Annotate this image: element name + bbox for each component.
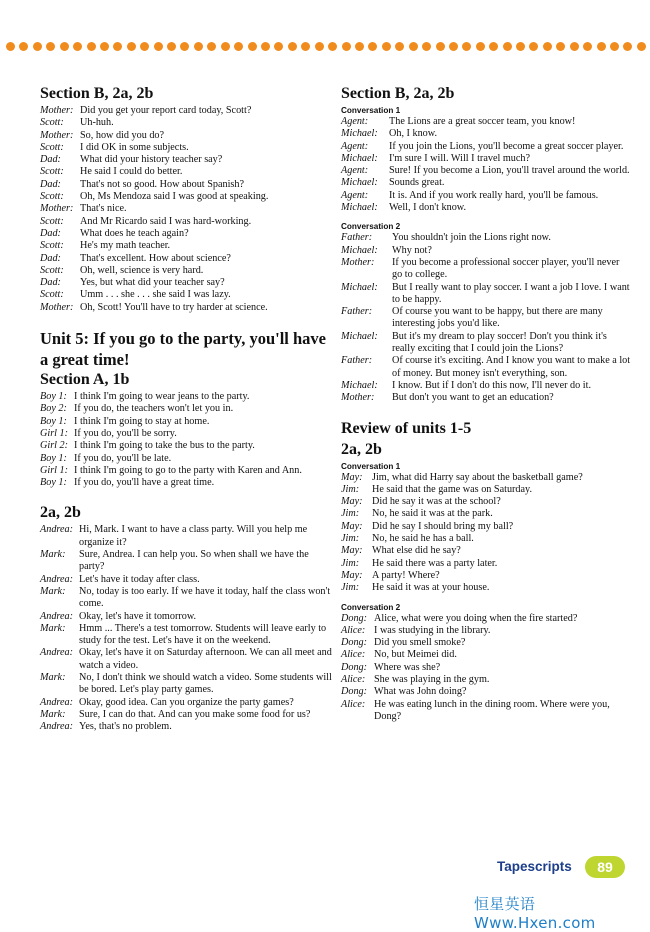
dialogue-text: Oh, Scott! You'll have to try harder at science. [80,301,268,313]
dialogue-text: But I really want to play soccer. I want a job I love. I want to be happy. [392,281,630,305]
speaker-label: Boy 1: [40,415,67,427]
dialogue-list [40,524,332,733]
dialogue-line [341,306,631,331]
speaker-label: Mother: [40,129,74,141]
decorative-dot [462,42,471,51]
decorative-dot [382,42,391,51]
decorative-dot [368,42,377,51]
dialogue-line [341,153,631,165]
speaker-label: Scott: [40,240,64,252]
dialogue-line [40,130,332,142]
speaker-label: Girl 1: [40,427,69,439]
dialogue-line [40,721,332,733]
dialogue-line [341,496,631,508]
dialogue-line [40,672,332,697]
dialogue-line [40,117,332,129]
speaker-label: Father: [341,232,373,244]
dialogue-text: No, he said it was at the park. [372,508,493,520]
speaker-label: Mother: [341,392,375,404]
speaker-label: Father: [341,355,373,367]
dialogue-text: She was playing in the gym. [374,673,490,685]
decorative-dot [100,42,109,51]
dialogue-text: Hi, Mark. I want to have a class party. Will you help me organize it? [79,524,308,548]
speaker-label: Dong: [341,612,368,624]
dialogue-line [341,177,631,189]
conversation-heading: Conversation 1 [341,106,401,115]
dialogue-line [341,331,631,356]
dialogue-line [341,613,631,625]
speaker-label: May: [341,471,363,483]
speaker-label: Dad: [40,154,61,166]
dialogue-line [341,355,631,380]
dialogue-text: He was eating lunch in the dining room. Where were you, Dong? [374,698,610,722]
decorative-dot [637,42,646,51]
conversation-heading: Conversation 2 [341,222,401,232]
dialogue-text: No, but Meimei did. [374,649,457,661]
conversation-heading: Conversation 1 [341,461,401,471]
dialogue-text: So, how did you do? [80,129,165,141]
dialogue-text: What does he teach again? [80,227,189,239]
dialogue-text: A party! Where? [372,569,440,581]
dialogue-line [40,391,332,403]
decorative-dot [436,42,445,51]
speaker-label: Andrea: [40,721,74,733]
dialogue-text: The Lions are a great soccer team, you know! [389,116,576,127]
dialogue-line [40,289,332,301]
decorative-dot [503,42,512,51]
speaker-label: Dad: [40,252,61,264]
dialogue-line [40,216,332,228]
dialogue-line [341,570,631,582]
dialogue-list [341,116,631,214]
dialogue-line [40,440,332,452]
dialogue-text: That's not so good. How about Spanish? [80,178,244,190]
decorative-dot [328,42,337,51]
dialogue-text: No, today is too early. If we have it today, half the class won't come. [79,585,331,610]
speaker-label: Agent: [341,140,369,152]
dialogue-line [341,533,631,545]
dialogue-line [40,142,332,154]
dialogue-line [341,662,631,674]
speaker-label: Jim: [341,508,360,520]
dialogue-line [341,521,631,533]
decorative-dot [60,42,69,51]
dialogue-line [40,105,332,117]
dialogue-text: Of course it's exciting. And I know you want to make a lot of money. But money isn't everything, son. [392,355,631,379]
dialogue-line [341,116,631,128]
speaker-label: Agent: [341,116,369,127]
speaker-label: Andrea: [40,524,74,536]
speaker-label: Mark: [40,585,66,597]
dialogue-line [40,228,332,240]
dialogue-line [341,245,631,257]
section-heading: Section B, 2a, 2b [341,85,455,102]
dialogue-text: He said it was at your house. [372,582,490,594]
decorative-dot [167,42,176,51]
conversation-heading: Conversation 2 [341,602,401,612]
dialogue-text: I know. But if I don't do this now, I'll never do it. [392,379,592,391]
dialogue-line [341,582,631,594]
dialogue-text: He said there was a party later. [372,557,498,569]
decorative-dot-border [6,42,646,54]
dialogue-list [40,391,332,489]
dialogue-list [40,105,332,314]
speaker-label: Jim: [341,557,360,569]
dialogue-text: I was studying in the library. [374,624,491,636]
dialogue-text: Uh-huh. [80,117,114,129]
dialogue-text: Yes, but what did your teacher say? [80,277,225,289]
decorative-dot [449,42,458,51]
decorative-dot [610,42,619,51]
section-heading: Section A, 1b [40,371,130,389]
dialogue-text: Did he say it was at the school? [372,496,501,508]
right-column [341,84,631,723]
section-heading: 2a, 2b [341,440,382,458]
dialogue-text: Yes, that's no problem. [79,721,172,733]
decorative-dot [395,42,404,51]
dialogue-text: Sure! If you become a Lion, you'll travel around the world. [389,165,630,177]
dialogue-line [341,282,631,307]
speaker-label: Dad: [40,178,61,190]
decorative-dot [33,42,42,51]
dialogue-text: Where was she? [374,661,441,673]
speaker-label: Mark: [40,708,66,720]
speaker-label: Andrea: [40,696,74,708]
dialogue-text: Well, I don't know. [389,202,467,214]
dialogue-line [40,179,332,191]
decorative-dot [261,42,270,51]
decorative-dot [529,42,538,51]
decorative-dot [6,42,15,51]
decorative-dot [113,42,122,51]
speaker-label: Michael: [341,244,378,256]
speaker-label: Mother: [40,203,74,215]
speaker-label: Alice: [341,673,366,685]
dialogue-line [341,380,631,392]
speaker-label: May: [341,569,363,581]
speaker-label: Michael: [341,330,378,342]
dialogue-text: Umm . . . she . . . she said I was lazy. [80,289,231,301]
decorative-dot [248,42,257,51]
speaker-label: Andrea: [40,647,74,659]
decorative-dot [597,42,606,51]
speaker-label: Jim: [341,582,360,594]
dialogue-text: It is. And if you work really hard, you'll be famous. [389,189,599,201]
speaker-label: May: [341,545,363,557]
decorative-dot [409,42,418,51]
site-watermark: 恒星英语 Www.Hxen.com [474,895,596,932]
dialogue-text: Sure, I can do that. And can you make some food for us? [79,708,311,720]
dialogue-line [40,302,332,314]
dialogue-text: But don't you want to get an education? [392,392,554,404]
speaker-label: Dong: [341,637,368,649]
dialogue-line [40,465,332,477]
dialogue-text: Oh, I know. [389,128,438,140]
decorative-dot [194,42,203,51]
decorative-dot [583,42,592,51]
dialogue-text: That's excellent. How about science? [80,252,231,264]
dialogue-line [341,392,631,404]
speaker-label: Alice: [341,698,366,710]
speaker-label: Alice: [341,649,366,661]
decorative-dot [315,42,324,51]
decorative-dot [234,42,243,51]
dialogue-text: You shouldn't join the Lions right now. [392,232,551,244]
dialogue-text: If you become a professional soccer player, you'll never go to college. [392,256,620,281]
speaker-label: Mother: [40,105,74,116]
dialogue-text: If you do, you'll be late. [74,452,172,464]
dialogue-text: I think I'm going to go to the party with Karen and Ann. [74,464,302,476]
dialogue-text: I'm sure I will. Will I travel much? [389,152,530,164]
decorative-dot [274,42,283,51]
speaker-label: Scott: [40,289,64,301]
speaker-label: May: [341,496,363,508]
dialogue-list [341,472,631,595]
dialogue-line [40,403,332,415]
speaker-label: Father: [341,306,373,318]
decorative-dot [422,42,431,51]
dialogue-line [341,545,631,557]
dialogue-line [40,477,332,489]
dialogue-list [341,613,631,724]
decorative-dot [556,42,565,51]
decorative-dot [127,42,136,51]
speaker-label: Scott: [40,191,64,203]
speaker-label: Jim: [341,533,360,545]
dialogue-text: Alice, what were you doing when the fire started? [374,612,578,624]
speaker-label: Boy 1: [40,452,67,464]
dialogue-text: Okay, let's have it on Saturday afternoon. We can all meet and watch a video. [79,647,332,671]
decorative-dot [46,42,55,51]
decorative-dot [221,42,230,51]
decorative-dot [623,42,632,51]
dialogue-text: Okay, let's have it tomorrow. [79,610,197,622]
dialogue-line [341,141,631,153]
speaker-label: Michael: [341,202,378,214]
section-heading: Review of units 1-5 [341,419,472,437]
dialogue-text: If you join the Lions, you'll become a great soccer player. [389,140,624,152]
dialogue-line [341,625,631,637]
dialogue-line [341,686,631,698]
dialogue-text: Oh, well, science is very hard. [80,264,204,276]
dialogue-text: Did you smell smoke? [374,637,466,649]
speaker-label: Mark: [40,549,66,561]
dialogue-text: He said I could do better. [80,166,183,178]
dialogue-text: Did he say I should bring my ball? [372,520,514,532]
dialogue-line [40,453,332,465]
dialogue-text: What did your history teacher say? [80,154,223,166]
dialogue-text: No, I don't think we should watch a video. Some students will be bored. Let's play party games. [79,671,332,696]
page-number-badge: 89 [585,856,625,878]
decorative-dot [180,42,189,51]
dialogue-text: That's nice. [80,203,127,215]
speaker-label: Scott: [40,117,64,129]
speaker-label: Scott: [40,141,64,153]
dialogue-line [341,558,631,570]
speaker-label: Dong: [341,686,368,698]
speaker-label: Jim: [341,483,360,495]
dialogue-line [341,128,631,140]
dialogue-line [341,232,631,244]
dialogue-text: If you do, you'll be sorry. [74,427,177,439]
section-heading: 2a, 2b [40,504,81,522]
dialogue-text: Did you get your report card today, Scott? [80,105,252,116]
dialogue-text: I think I'm going to stay at home. [74,415,210,427]
speaker-label: Michael: [341,128,378,140]
decorative-dot [140,42,149,51]
dialogue-text: But it's my dream to play soccer! Don't you think it's really exciting that I could join the Lions? [392,330,607,355]
decorative-dot [87,42,96,51]
speaker-label: Agent: [341,189,369,201]
dialogue-line [341,202,631,214]
dialogue-line [341,637,631,649]
dialogue-line [40,154,332,166]
dialogue-line [341,165,631,177]
dialogue-line [40,428,332,440]
decorative-dot [355,42,364,51]
speaker-label: Mark: [40,622,66,634]
dialogue-text: Of course you want to be happy, but there are many interesting jobs you'd like. [392,306,603,330]
speaker-label: Mother: [341,256,375,268]
dialogue-line [341,472,631,484]
dialogue-text: Hmm ... There's a test tomorrow. Students will leave early to study for the test. Let's have it on the weekend. [79,622,327,647]
speaker-label: Boy 2: [40,403,67,415]
decorative-dot [301,42,310,51]
dialogue-text: I did OK in some subjects. [80,141,189,153]
decorative-dot [570,42,579,51]
speaker-label: Scott: [40,264,64,276]
speaker-label: Boy 1: [40,391,67,403]
dialogue-text: Sure, Andrea. I can help you. So when shall we have the party? [79,549,309,573]
dialogue-line [40,191,332,203]
dialogue-line [341,484,631,496]
dialogue-line [40,586,332,611]
decorative-dot [19,42,28,51]
dialogue-text: I think I'm going to take the bus to the party. [74,440,255,452]
dialogue-text: Okay, good idea. Can you organize the party games? [79,696,294,708]
dialogue-line [40,253,332,265]
dialogue-line [40,166,332,178]
section-heading: Section B, 2a, 2b [40,85,154,102]
dialogue-line [40,277,332,289]
dialogue-line [341,508,631,520]
dialogue-text: Let's have it today after class. [79,573,200,585]
dialogue-text: He said that the game was on Saturday. [372,483,533,495]
speaker-label: Michael: [341,281,378,293]
dialogue-line [341,674,631,686]
dialogue-line [40,647,332,672]
dialogue-line [40,549,332,574]
speaker-label: Michael: [341,379,378,391]
speaker-label: Mother: [40,301,74,313]
dialogue-text: Jim, what did Harry say about the basketball game? [372,471,583,483]
dialogue-line [40,524,332,549]
decorative-dot [154,42,163,51]
speaker-label: Alice: [341,624,366,636]
dialogue-line [40,611,332,623]
decorative-dot [73,42,82,51]
dialogue-text: I think I'm going to wear jeans to the party. [74,391,250,403]
dialogue-text: Oh, Ms Mendoza said I was good at speaking. [80,191,269,203]
dialogue-list [341,232,631,404]
speaker-label: Dad: [40,277,61,289]
dialogue-line [40,574,332,586]
dialogue-line [341,699,631,724]
speaker-label: Michael: [341,177,378,189]
decorative-dot [489,42,498,51]
speaker-label: Michael: [341,152,378,164]
decorative-dot [342,42,351,51]
speaker-label: Girl 2: [40,440,69,452]
speaker-label: Scott: [40,166,64,178]
dialogue-line [341,649,631,661]
dialogue-line [40,265,332,277]
dialogue-text: What else did he say? [372,545,461,557]
speaker-label: Andrea: [40,573,74,585]
dialogue-text: He's my math teacher. [80,240,171,252]
speaker-label: Boy 1: [40,477,67,489]
speaker-label: Mark: [40,671,66,683]
dialogue-text: No, he said he has a ball. [372,533,474,545]
decorative-dot [288,42,297,51]
dialogue-text: If you do, you'll have a great time. [74,477,215,489]
speaker-label: Agent: [341,165,369,177]
dialogue-text: Why not? [392,244,432,256]
decorative-dot [543,42,552,51]
footer-section-label: Tapescripts [497,859,572,874]
speaker-label: Dad: [40,227,61,239]
dialogue-line [40,416,332,428]
dialogue-text: And Mr Ricardo said I was hard-working. [80,215,252,227]
decorative-dot [207,42,216,51]
left-column [40,84,332,733]
dialogue-text: Sounds great. [389,177,445,189]
dialogue-line [40,697,332,709]
unit-heading: Unit 5: If you go to the party, you'll have a great time! [40,329,327,370]
speaker-label: Girl 1: [40,464,69,476]
dialogue-line [341,257,631,282]
speaker-label: Dong: [341,661,368,673]
dialogue-line [40,623,332,648]
speaker-label: Scott: [40,215,64,227]
dialogue-text: If you do, the teachers won't let you in. [74,403,234,415]
decorative-dot [476,42,485,51]
dialogue-line [40,203,332,215]
speaker-label: May: [341,520,363,532]
dialogue-line [40,709,332,721]
dialogue-line [341,190,631,202]
speaker-label: Andrea: [40,610,74,622]
decorative-dot [516,42,525,51]
dialogue-text: What was John doing? [374,686,467,698]
dialogue-line [40,240,332,252]
